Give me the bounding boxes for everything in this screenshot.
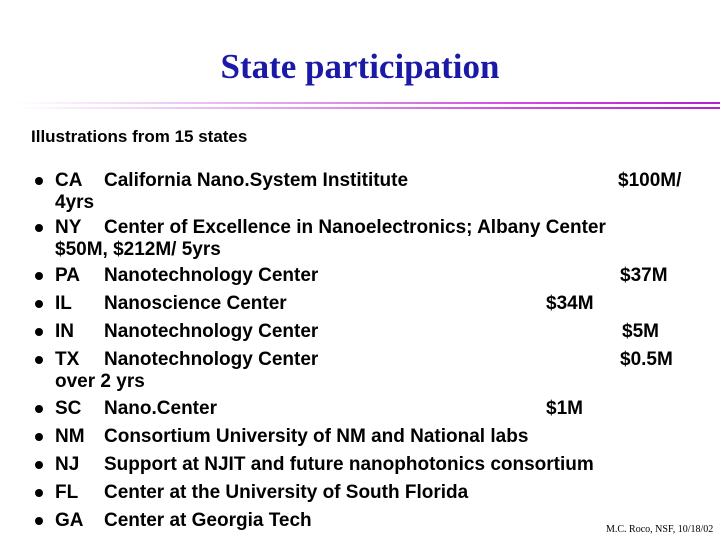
item-amount: $1M (546, 398, 583, 419)
bullet-icon (35, 461, 43, 469)
item-continuation: over 2 yrs (55, 371, 145, 392)
title-divider-bottom (16, 107, 720, 109)
state-code: NY (55, 217, 82, 238)
bullet-icon (35, 328, 43, 336)
bullet-icon (35, 224, 43, 232)
state-code: FL (55, 482, 79, 503)
bullet-icon (35, 300, 43, 308)
subtitle: Illustrations from 15 states (31, 127, 248, 146)
item-description: Center at Georgia Tech (104, 510, 312, 531)
state-code: PA (55, 265, 80, 286)
item-description: California Nano.System Instititute (104, 170, 409, 191)
bullet-icon (35, 356, 43, 364)
item-description: Nanoscience Center (104, 293, 287, 314)
item-amount: $0.5M (620, 349, 673, 370)
bullet-icon (35, 489, 43, 497)
item-continuation: $50M, $212M/ 5yrs (55, 239, 221, 260)
item-continuation: 4yrs (55, 192, 95, 213)
item-description: Nanotechnology Center (104, 265, 319, 286)
state-code: GA (55, 510, 84, 531)
bullet-icon (35, 272, 43, 280)
item-description: Center at the University of South Florida (104, 482, 469, 503)
item-amount: $100M/ (618, 170, 682, 191)
state-code: SC (55, 398, 82, 419)
item-amount: $5M (622, 321, 659, 342)
state-code: TX (55, 349, 80, 370)
item-amount: $37M (620, 265, 668, 286)
state-code: NJ (55, 454, 80, 475)
item-description: Nanotechnology Center (104, 349, 319, 370)
item-description: Nanotechnology Center (104, 321, 319, 342)
title-divider-top (16, 102, 720, 104)
state-code: NM (55, 426, 85, 447)
bullet-icon (35, 517, 43, 525)
bullet-icon (35, 405, 43, 413)
item-amount: $34M (546, 293, 594, 314)
item-description: Nano.Center (104, 398, 217, 419)
state-code: CA (55, 170, 83, 191)
item-description: Consortium University of NM and National labs (104, 426, 529, 447)
item-description: Support at NJIT and future nanophotonics consortium (104, 454, 594, 475)
state-code: IN (55, 321, 74, 342)
bullet-icon (35, 433, 43, 441)
state-code: IL (55, 293, 72, 314)
footer-credit: M.C. Roco, NSF, 10/18/02 (606, 524, 714, 535)
page-title: State participation (220, 47, 500, 86)
bullet-icon (35, 177, 43, 185)
item-description: Center of Excellence in Nanoelectronics; Albany Center (104, 217, 606, 238)
